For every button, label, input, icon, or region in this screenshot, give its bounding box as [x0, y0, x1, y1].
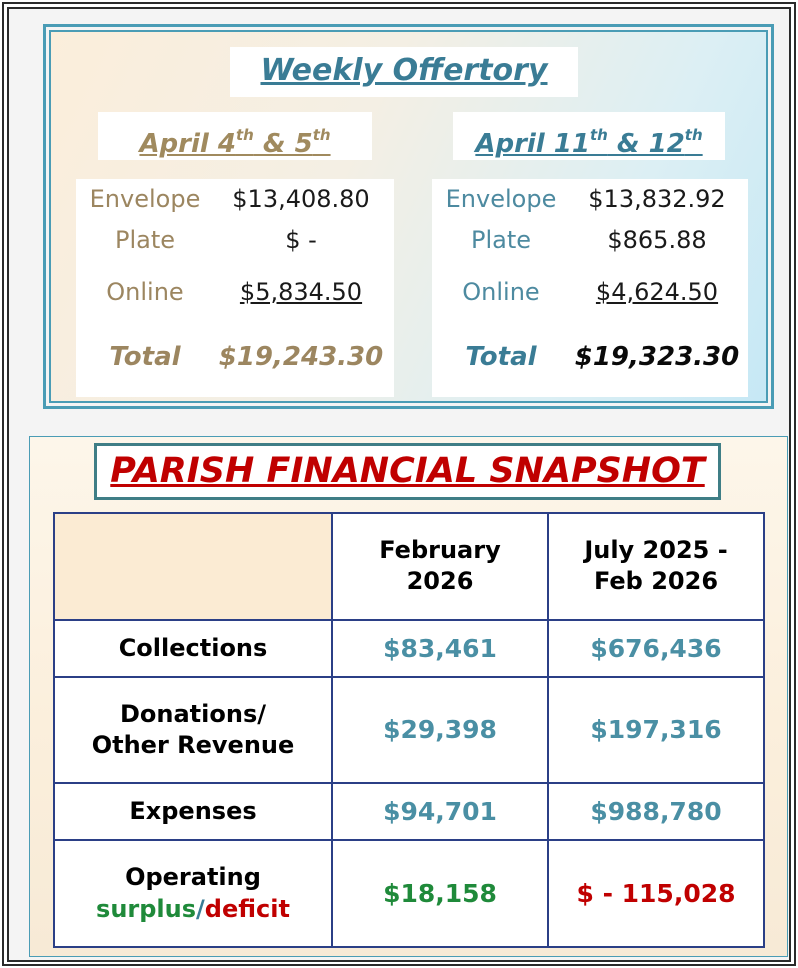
row-value: $ -	[285, 226, 317, 254]
weekly-offertory-inner	[49, 30, 768, 403]
table-header-row	[54, 513, 764, 620]
label-line: Operating	[125, 863, 261, 892]
header-february	[332, 513, 548, 620]
week2-date-sup1: th	[589, 126, 608, 144]
cell-value-deficit: $ - 115,028	[548, 840, 764, 947]
table-row	[54, 677, 764, 784]
week1-date-prefix: April 4	[139, 129, 236, 159]
row-label-operating	[54, 840, 332, 947]
cell-value: $29,398	[332, 677, 548, 784]
week2-date-heading	[453, 112, 725, 160]
cell-value: $676,436	[548, 620, 764, 677]
row-label: Online	[106, 278, 184, 306]
row-label-expenses: Expenses	[54, 783, 332, 840]
row-label: Plate	[114, 226, 176, 254]
row-value: $13,408.80	[232, 185, 370, 213]
row-label: Plate	[470, 226, 532, 254]
label-line: Donations/	[119, 699, 266, 728]
cell-value: $83,461	[332, 620, 548, 677]
total-value: $19,323.30	[574, 342, 740, 372]
snapshot-table	[53, 512, 765, 948]
offertory-title: Weekly Offertory	[230, 47, 578, 97]
header-line: July 2025 -	[584, 536, 728, 565]
slash-separator: /	[196, 894, 205, 923]
total-value: $19,243.30	[218, 342, 384, 372]
week1-amounts	[76, 179, 394, 397]
cell-value: $988,780	[548, 783, 764, 840]
total-label: Total	[465, 342, 537, 372]
week2-date-prefix: April 11	[475, 129, 590, 159]
table-row	[54, 620, 764, 677]
snapshot-title: PARISH FINANCIAL SNAPSHOT	[94, 443, 721, 500]
week2-amounts	[432, 179, 748, 397]
row-label: Envelope	[445, 185, 557, 213]
row-value: $5,834.50	[239, 278, 363, 306]
week2-date-mid: & 12	[607, 129, 685, 159]
week1-date-heading	[98, 112, 372, 160]
header-line: 2026	[406, 567, 474, 596]
header-line: Feb 2026	[593, 567, 719, 596]
row-label: Envelope	[89, 185, 201, 213]
inner-frame	[7, 7, 791, 962]
header-fiscal-ytd	[548, 513, 764, 620]
cell-value: $197,316	[548, 677, 764, 784]
week1-date-sup2: th	[312, 126, 331, 144]
week1-date-sup1: th	[235, 126, 254, 144]
row-label-donations	[54, 677, 332, 784]
label-line: Other Revenue	[91, 730, 295, 759]
week1-date-mid: & 5	[253, 129, 313, 159]
row-label: Online	[462, 278, 540, 306]
table-row	[54, 840, 764, 947]
row-label-collections: Collections	[54, 620, 332, 677]
total-label: Total	[109, 342, 181, 372]
table-row	[54, 783, 764, 840]
row-value: $13,832.92	[588, 185, 726, 213]
cell-value-surplus: $18,158	[332, 840, 548, 947]
row-value: $865.88	[607, 226, 707, 254]
financial-snapshot-panel	[29, 436, 788, 957]
header-line: February	[379, 536, 501, 565]
cell-value: $94,701	[332, 783, 548, 840]
row-value: $4,624.50	[595, 278, 719, 306]
deficit-label: deficit	[204, 894, 290, 923]
header-blank-cell	[54, 513, 332, 620]
surplus-label: surplus	[96, 894, 197, 923]
weekly-offertory-panel	[43, 24, 774, 409]
week2-date-sup2: th	[684, 126, 703, 144]
